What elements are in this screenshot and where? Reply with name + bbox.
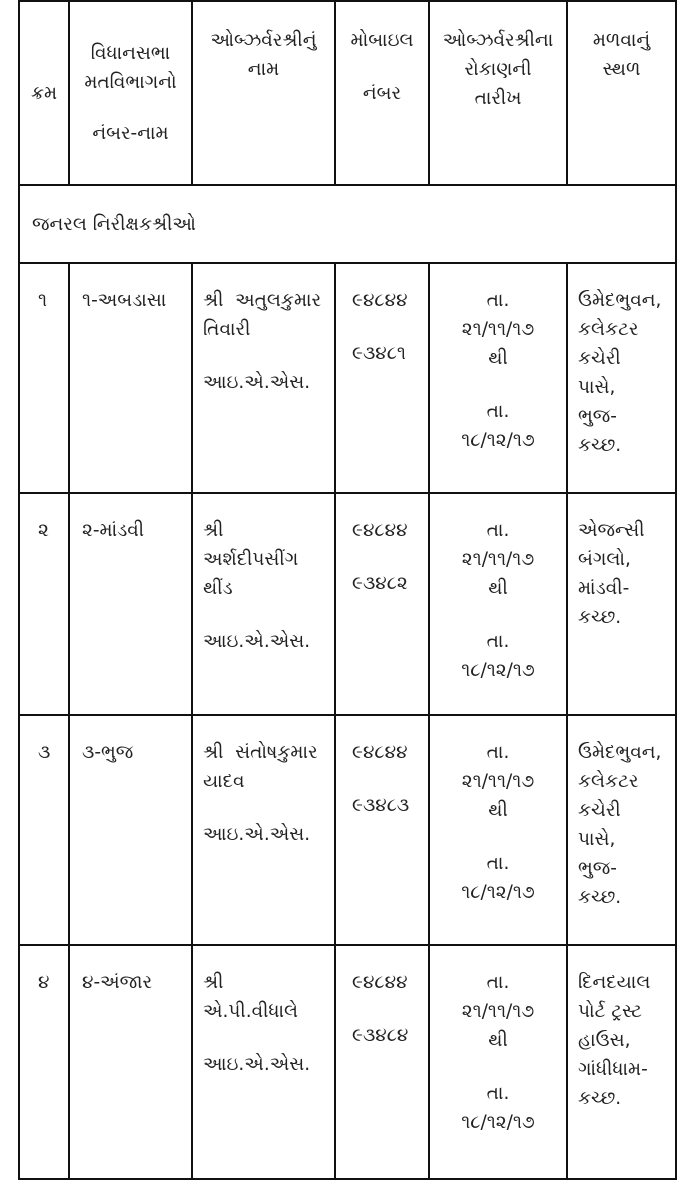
date-from: ૨૧/૧૧/૧૭ [461,549,535,570]
observer-name-line: શ્રી [203,972,224,993]
date-to: ૧૮/૧૨/૧૭ [461,430,535,451]
mobile-cell [335,263,429,493]
section-row [19,185,676,263]
mobile-part-2: ૯૩૪૮૨ [352,573,408,594]
mobile-part-1: ૯૪૮૪૪ [352,742,408,763]
date-prefix: તા. [486,401,510,422]
header-stay-date: ઓબ્ઝર્વરશ્રીના રોકાણની તારીખ [429,1,567,185]
header-observer-name: ઓબ્ઝર્વરશ્રીનું નામ [192,1,335,185]
place-line: માંડવી- [578,578,630,599]
mobile-part-2: ૯૩૪૮૧ [352,343,406,364]
date-to: ૧૮/૧૨/૧૭ [461,1112,535,1133]
place-line: કચ્છ. [578,887,622,908]
serial-cell: ૩ [19,715,69,945]
date-prefix: તા. [486,631,510,652]
mobile-part-2: ૯૩૪૮૩ [352,795,410,816]
table-row [19,945,676,1179]
place-line: ભુજ- [578,858,617,879]
header-constituency: વિધાનસભા મતવિભાગનો નંબર-નામ [69,1,192,185]
constituency-cell: ૩-ભુજ [69,715,192,945]
place-line: કચ્છ. [578,607,622,628]
place-line: કલેકટર [578,319,639,340]
date-prefix: તા. [486,1083,510,1104]
table-row [19,715,676,945]
observer-name-line: એ.પી.વીધાલે [203,1001,299,1022]
constituency-cell: ૨-માંડવી [69,493,192,715]
mobile-part-1: ૯૪૮૪૪ [352,290,408,311]
header-meeting-place: મળવાનું સ્થળ [567,1,676,185]
date-prefix: તા. [486,853,510,874]
header-row [19,1,676,185]
mobile-part-1: ૯૪૮૪૪ [352,972,408,993]
place-line: દિનદયાલ [578,972,651,993]
date-to-word: થી [488,1030,508,1051]
stay-date-cell [429,263,567,493]
mobile-part-1: ૯૪૮૪૪ [352,520,408,541]
observer-name-line: યાદવ [203,771,245,792]
place-line: કચેરી [578,348,621,369]
date-from: ૨૧/૧૧/૧૭ [461,1001,535,1022]
place-line: પાસે, [578,377,616,398]
stay-date-cell [429,493,567,715]
header-serial: ક્રમ [19,1,69,185]
observer-name-line: શ્રી અતુલકુમાર [203,290,322,311]
observer-name-line: થીંડ [203,578,233,599]
mobile-cell [335,945,429,1179]
serial-cell: ૨ [19,493,69,715]
constituency-cell: ૧-અબડાસા [69,263,192,493]
table-row [19,493,676,715]
place-line: ઉમેદભુવન, [578,290,662,311]
date-prefix: તા. [486,742,510,763]
observer-name-cell [192,715,335,945]
observer-name-line: શ્રી સંતોષકુમાર [203,742,318,763]
date-to: ૧૮/૧૨/૧૭ [461,882,535,903]
section-title: જનરલ નિરીક્ષકશ્રીઓ [19,185,676,263]
constituency-cell: ૪-અંજાર [69,945,192,1179]
meeting-place-cell [567,715,676,945]
place-line: ભુજ- [578,406,617,427]
place-line: કચ્છ. [578,435,622,456]
date-prefix: તા. [486,972,510,993]
date-prefix: તા. [486,290,510,311]
observer-name-line: તિવારી [203,319,251,340]
place-line: પોર્ટ ટ્રસ્ટ [578,1001,642,1022]
date-from: ૨૧/૧૧/૧૭ [461,319,535,340]
observer-designation: આઇ.એ.એસ. [203,631,311,652]
observer-name-line: શ્રી [203,520,224,541]
place-line: એજન્સી [578,520,645,541]
place-line: કચેરી [578,800,621,821]
table-row [19,263,676,493]
place-line: કચ્છ. [578,1088,622,1109]
meeting-place-cell [567,493,676,715]
place-line: હાઉસ, [578,1030,631,1051]
observer-name-cell [192,263,335,493]
date-from: ૨૧/૧૧/૧૭ [461,771,535,792]
serial-cell: ૪ [19,945,69,1179]
place-line: ગાંધીધામ- [578,1059,648,1080]
header-mobile: મોબાઇલ નંબર [335,1,429,185]
observer-designation: આઇ.એ.એસ. [203,824,311,845]
observers-table [18,0,677,1180]
observer-name-cell [192,945,335,1179]
place-line: બંગલો, [578,549,631,570]
stay-date-cell [429,715,567,945]
date-prefix: તા. [486,520,510,541]
date-to: ૧૮/૧૨/૧૭ [461,660,535,681]
stay-date-cell [429,945,567,1179]
date-to-word: થી [488,800,508,821]
observer-designation: આઇ.એ.એસ. [203,372,311,393]
serial-cell: ૧ [19,263,69,493]
observer-designation: આઇ.એ.એસ. [203,1054,311,1075]
date-to-word: થી [488,348,508,369]
observer-name-cell [192,493,335,715]
mobile-part-2: ૯૩૪૮૪ [352,1025,409,1046]
place-line: કલેકટર [578,771,639,792]
meeting-place-cell [567,945,676,1179]
place-line: પાસે, [578,829,616,850]
place-line: ઉમેદભુવન, [578,742,662,763]
mobile-cell [335,715,429,945]
observer-name-line: અર્શદીપસીંગ [203,549,299,570]
mobile-cell [335,493,429,715]
meeting-place-cell [567,263,676,493]
date-to-word: થી [488,578,508,599]
